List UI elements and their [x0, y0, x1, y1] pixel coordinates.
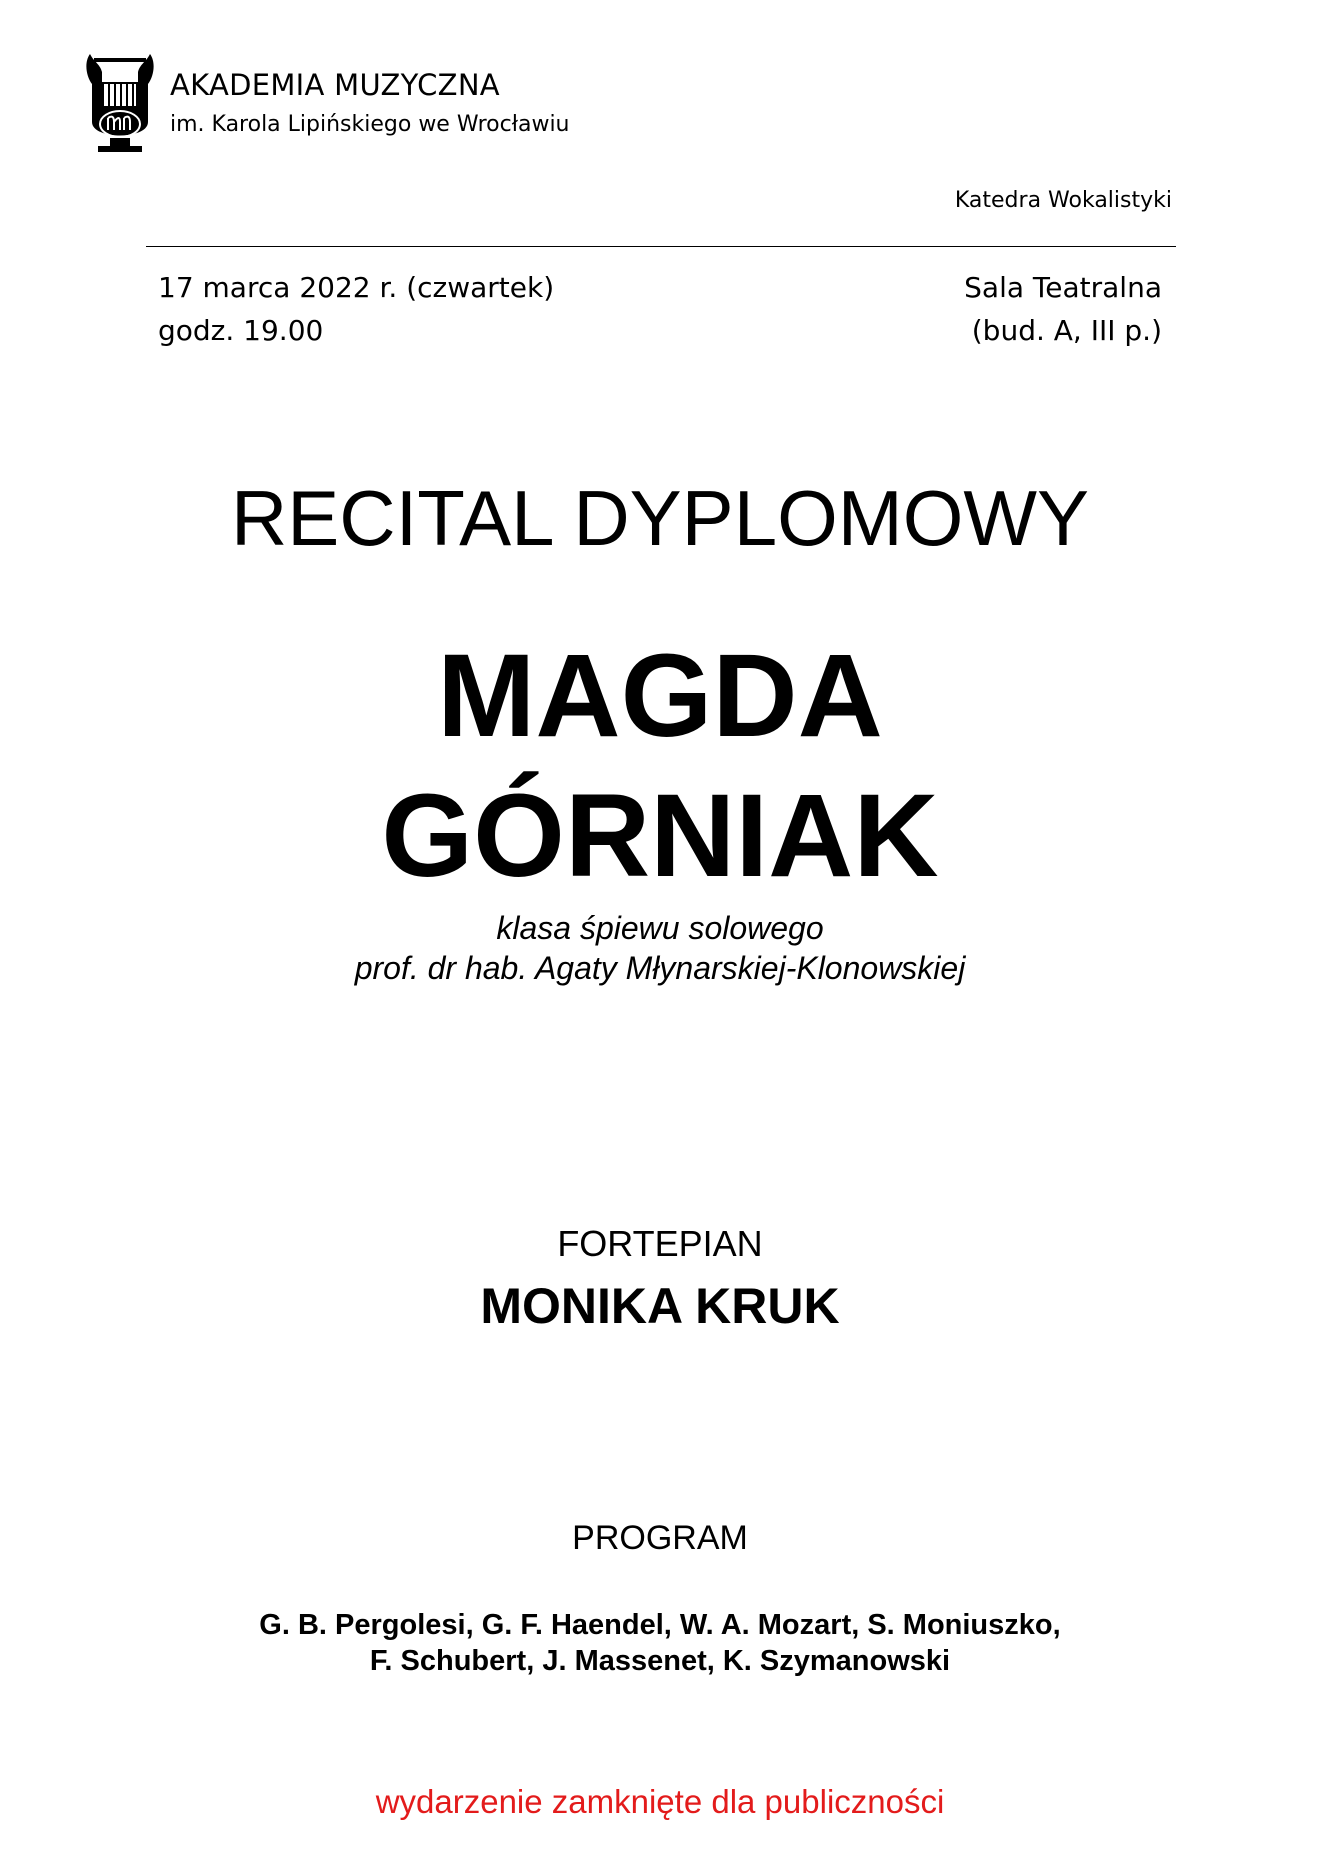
program-label: PROGRAM: [572, 1519, 748, 1557]
performer-last-name: GÓRNIAK: [381, 770, 939, 902]
recital-title: RECITAL DYPLOMOWY: [230, 474, 1090, 562]
lyre-icon: [80, 52, 160, 154]
event-date: 17 marca 2022 r. (czwartek): [158, 271, 555, 304]
event-time: godz. 19.00: [158, 314, 324, 347]
department-name: Katedra Wokalistyki: [954, 188, 1172, 213]
event-datetime: [158, 266, 554, 352]
pianist-name: MONIKA KRUK: [480, 1278, 840, 1334]
header-divider: [146, 246, 1176, 247]
academy-logo: [80, 52, 160, 154]
venue-name: Sala Teatralna: [964, 271, 1162, 304]
class-line: klasa śpiewu solowego: [496, 910, 824, 946]
event-venue: [964, 266, 1162, 352]
teacher-line: prof. dr hab. Agaty Młynarskiej-Klonowskiej: [354, 950, 966, 986]
composers-line-1: G. B. Pergolesi, G. F. Haendel, W. A. Mozart, S. Moniuszko,: [259, 1609, 1061, 1641]
venue-detail: (bud. A, III p.): [971, 314, 1162, 347]
closed-event-notice: wydarzenie zamknięte dla publiczności: [375, 1783, 945, 1820]
instrument-label: FORTEPIAN: [557, 1223, 763, 1264]
institution-subtitle: im. Karola Lipińskiego we Wrocławiu: [170, 112, 570, 137]
composers-line-2: F. Schubert, J. Massenet, K. Szymanowski: [369, 1645, 951, 1677]
performer-first-name: MAGDA: [437, 630, 883, 762]
institution-name: AKADEMIA MUZYCZNA: [170, 68, 500, 102]
